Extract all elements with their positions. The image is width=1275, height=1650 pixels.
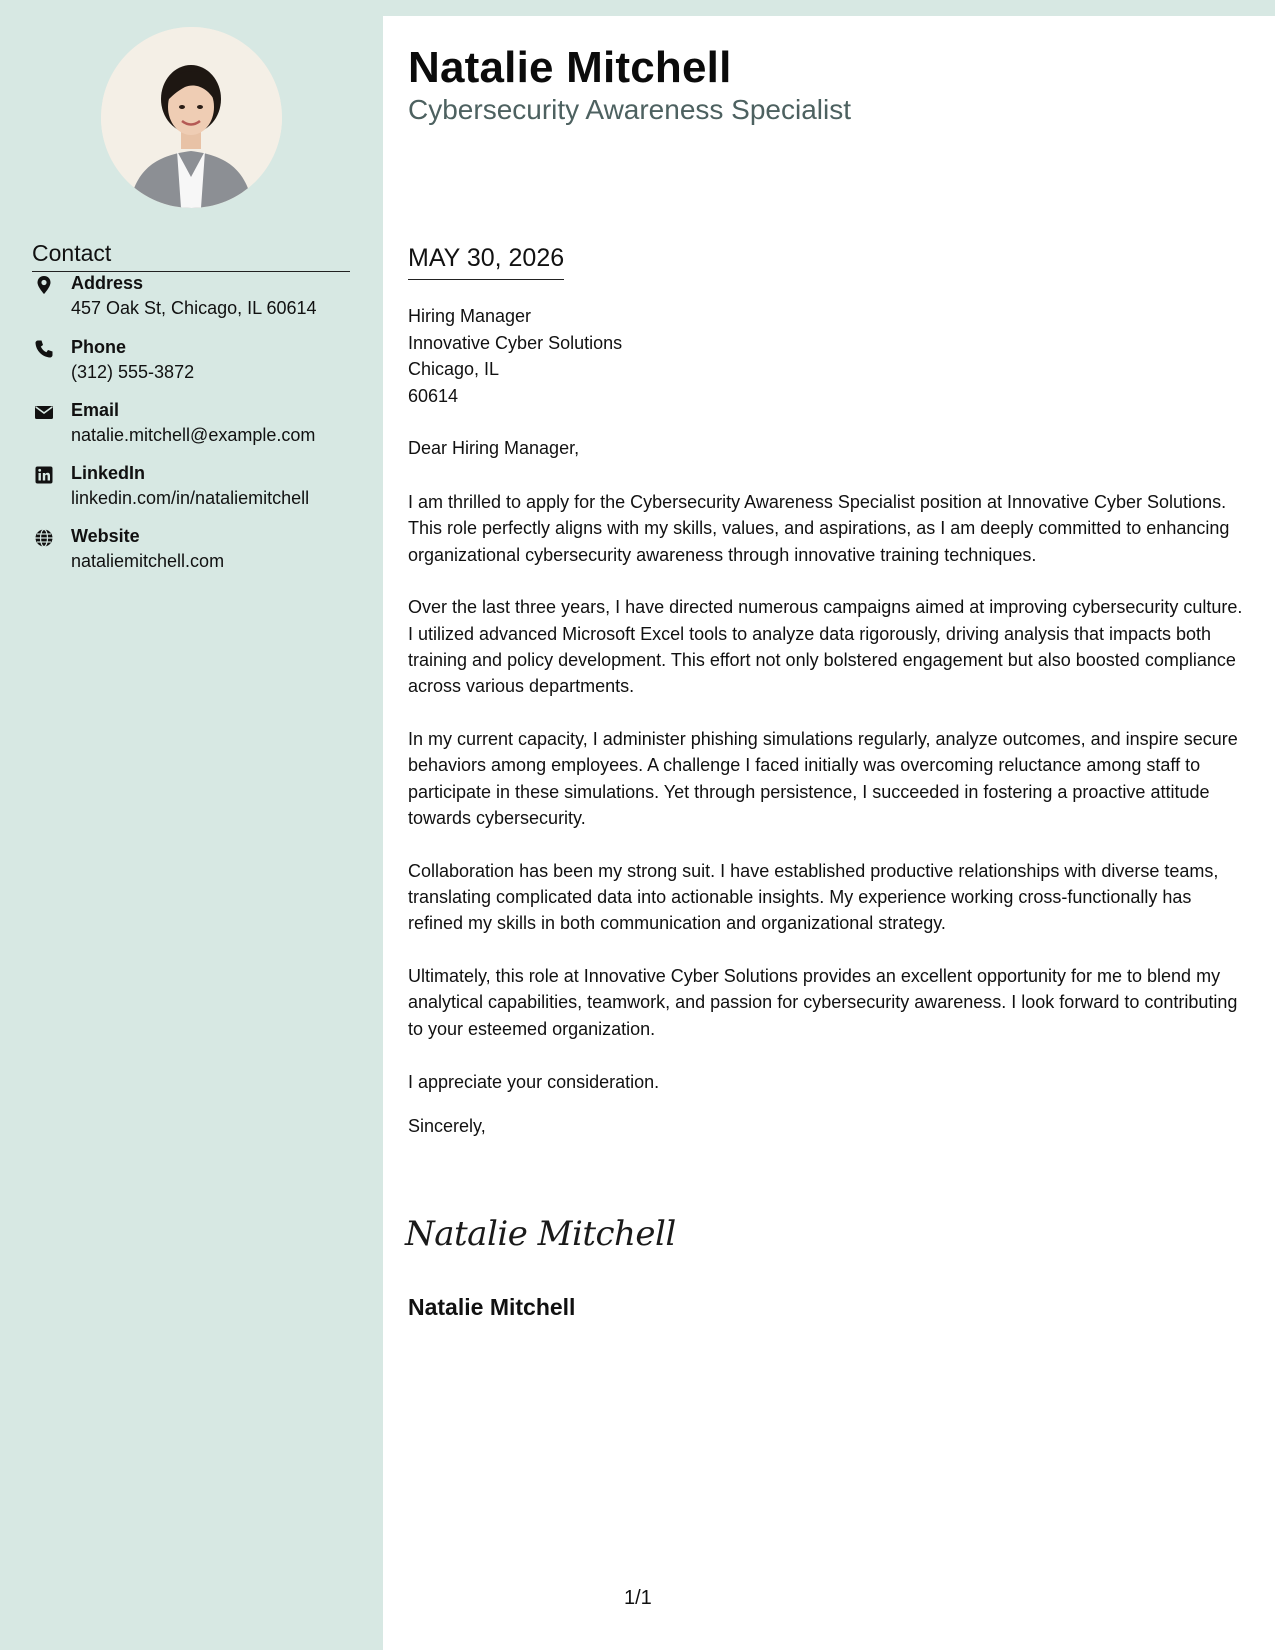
letter-panel — [383, 16, 1275, 1650]
recipient-line: 60614 — [408, 385, 459, 406]
map-pin-icon — [34, 275, 54, 295]
contact-address — [32, 273, 362, 325]
body-paragraph: Over the last three years, I have directed numerous campaigns aimed at improving cybersecurity culture. I utilized advanced Microsoft Excel tools to analyze data rigorously, driving analysis that impacts both training and policy development. This effort not only bolstered engagement but also boosted compliance across various departments. — [408, 597, 1243, 697]
globe-icon — [34, 528, 54, 548]
page-number: 1/1 — [624, 1587, 652, 1609]
recipient-line: Hiring Manager — [408, 306, 532, 326]
contact-label: LinkedIn — [71, 463, 146, 483]
applicant-title: Cybersecurity Awareness Specialist — [408, 94, 852, 125]
recipient-line: Chicago, IL — [408, 359, 500, 379]
contact-label: Website — [71, 526, 140, 546]
closing: Sincerely, — [408, 1116, 486, 1136]
contact-label: Address — [71, 273, 144, 293]
sidebar — [0, 0, 383, 1650]
signature: Natalie Mitchell — [405, 1214, 676, 1254]
body-paragraph: Ultimately, this role at Innovative Cyber Solutions provides an excellent opportunity for me to blend my analytical capabilities, teamwork, and passion for cybersecurity awareness. I look forward to contributing to your esteemed organization. — [408, 966, 1238, 1039]
contact-value: linkedin.com/in/nataliemitchell — [71, 488, 310, 508]
contact-phone — [32, 337, 362, 389]
body-paragraph: I appreciate your consideration. — [408, 1071, 660, 1092]
contact-value: natalie.mitchell@example.com — [71, 425, 316, 445]
letter-body — [408, 489, 1248, 1121]
envelope-icon — [34, 402, 54, 422]
contact-label: Phone — [71, 337, 127, 357]
recipient-line: Innovative Cyber Solutions — [408, 332, 623, 353]
linkedin-icon — [34, 465, 54, 485]
signed-name: Natalie Mitchell — [408, 1294, 576, 1320]
contact-value: (312) 555-3872 — [71, 362, 195, 382]
contact-value: 457 Oak St, Chicago, IL 60614 — [71, 298, 317, 318]
recipient-block — [408, 303, 622, 409]
body-paragraph: Collaboration has been my strong suit. I have established productive relationships with diverse teams, translating complicated data into actionable insights. My experience working cross-functionally has refined my skills in both communication and organizational strategy. — [408, 860, 1219, 934]
contact-label: Email — [71, 400, 120, 420]
contact-website — [32, 526, 362, 578]
contact-linkedin — [32, 463, 362, 515]
body-paragraph: In my current capacity, I administer phishing simulations regularly, analyze outcomes, and inspire secure behaviors among employees. A challenge I faced initially was overcoming reluctance among staff to participate in these simulations. Yet through persistence, I succeeded in fostering a proactive attitude towards cybersecurity. — [408, 729, 1238, 828]
contact-heading: Contact — [32, 240, 350, 272]
applicant-name: Natalie Mitchell — [408, 43, 732, 92]
body-paragraph: I am thrilled to apply for the Cybersecurity Awareness Specialist position at Innovative Cyber Solutions. This role perfectly aligns with my skills, values, and aspirations, as I am deeply committed to enhancing organizational cybersecurity awareness through innovative training techniques. — [408, 492, 1230, 565]
contact-value: nataliemitchell.com — [71, 551, 225, 571]
contact-email — [32, 400, 362, 452]
phone-icon — [34, 339, 54, 359]
profile-photo — [101, 27, 282, 208]
salutation: Dear Hiring Manager, — [408, 438, 580, 458]
letter-date: MAY 30, 2026 — [408, 244, 564, 280]
